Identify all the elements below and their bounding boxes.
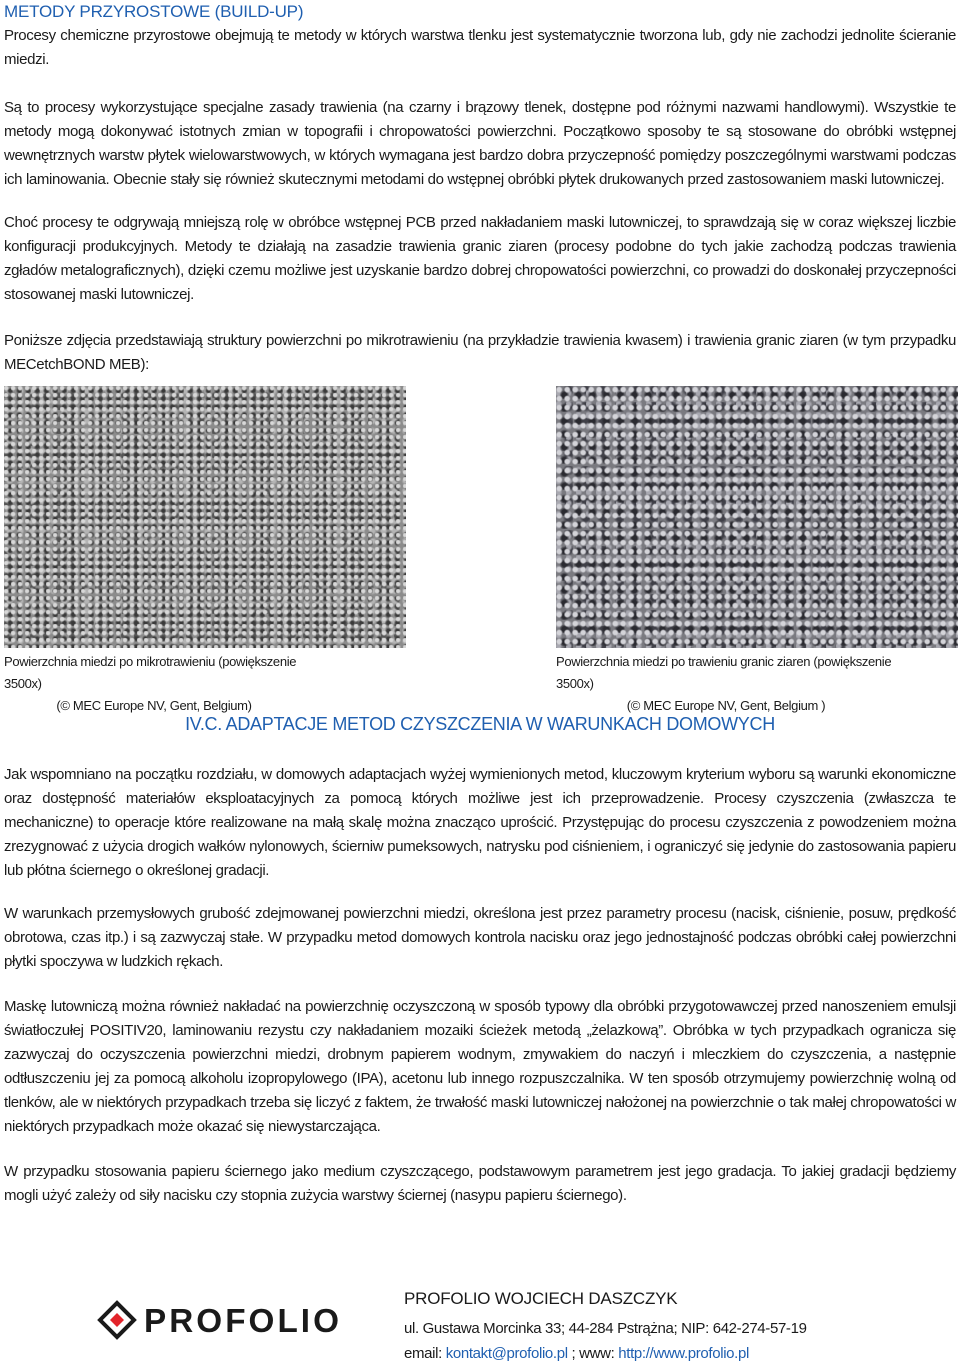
email-link[interactable]: kontakt@profolio.pl	[445, 1345, 568, 1362]
microetch-surface-photo	[4, 386, 406, 648]
logo-wordmark: PROFOLIO	[144, 1302, 342, 1339]
logo-mark-icon	[100, 1303, 134, 1337]
logo-diamond-core	[110, 1313, 124, 1327]
figure-caption-1-line1: Powierzchnia miedzi po mikrotrawieniu (powiększenie 3500x)	[4, 654, 297, 691]
paragraph-industrial-conditions: W warunkach przemysłowych grubość zdejmowanej powierzchni miedzi, określona jest przez parametry procesu (nacisk, ciśnienie, posuw, prędkość obrotowa, czas itp.) i są zazwyczaj stałe. W przypadku metod domowych kontrola nacisku oraz jego jednostajność podczas obróbki całej powierzchni płytki spoczywa w ludzkich rękach.	[4, 905, 956, 970]
website-link[interactable]: http://www.profolio.pl	[618, 1345, 749, 1362]
paragraph-photos-intro: Poniższe zdjęcia przedstawiają struktury powierzchni po mikrotrawieniu (na przykładzie trawienia kwasem) i trawienia granic ziaren (w tym przypadku MECetchBOND MEB):	[4, 332, 956, 373]
paragraph-solder-mask: Maskę lutowniczą można również nakładać na powierzchnię oczyszczoną w sposób typowy dla obróbki przygotowawczej przed nanoszeniem emulsji światłoczułej POSITIV20, laminowaniu rezystu czy nakładaniem mozaiki ścieżek metodą „żelazkową”. Obróbka w tych przypadkach ogranicza się zazwyczaj do oczyszczenia powierzchni miedzi, drobnym papierem wodnym, zmywakiem do naczyń i mleczkiem do czyszczenia, a następnie odtłuszczeniu jej za pomocą alkoholu izopropylowego (IPA), acetonu lub innego rozpuszczalnika. W ten sposób otrzymujemy powierzchnię wolną od tlenków, ale w niektórych przypadkach trzeba się liczyć z faktem, że trwałość maski lutowniczej nałożonej na powierzchnie o tak małej chropowatości w niektórych przypadkach może okazać się niewystarczająca.	[4, 998, 956, 1135]
paragraph-intro: Procesy chemiczne przyrostowe obejmują te metody w których warstwa tlenku jest systematycznie tworzona lub, gdy nie zachodzi jednolite ścieranie miedzi.	[4, 27, 956, 68]
paragraph-sandpaper: W przypadku stosowania papieru ściernego jako medium czyszczącego, podstawowym parametrem jest jego gradacja. To jakiej gradacji będziemy mogli użyć zależy od siły nacisku czy stopnia zużycia warstwy ściernej (nasypu papieru ściernego).	[4, 1163, 956, 1204]
email-label: email:	[404, 1345, 446, 1362]
figure-caption-1	[4, 651, 304, 717]
figure-caption-2-credit: (© MEC Europe NV, Gent, Belgium )	[626, 698, 826, 713]
figure-caption-2-line1: Powierzchnia miedzi po trawieniu granic ziaren (powiększenie 3500x)	[556, 654, 892, 691]
chapter-title: IV.C. ADAPTACJE METOD CZYSZCZENIA W WARUNKACH DOMOWYCH	[185, 714, 775, 734]
www-separator: ; www:	[567, 1345, 619, 1362]
contact-line	[404, 1345, 749, 1362]
paragraph-etching-processes: Są to procesy wykorzystujące specjalne zasady trawienia (na czarny i brązowy tlenek, dostępne pod różnymi nazwami handlowymi). Wszystkie te metody mogą dokonywać istotnych zmian w topografii i chropowatości powierzchni. Początkowo sposoby te są stosowane do obróbki wstępnej wewnętrznych warstw płytek wielowarstwowych, w których wymagana jest bardzo dobra przyczepność pomiędzy poszczególnymi warstwami podczas ich laminowania. Obecnie stały się również skutecznymi metodami do wstępnej obróbki płytek drukowanych przed zastosowaniem maski lutowniczej.	[4, 99, 956, 188]
figure-caption-2	[556, 651, 896, 717]
grain-boundary-surface-photo	[556, 386, 958, 648]
paragraph-grain-boundary: Choć procesy te odgrywają mniejszą rolę w obróbce wstępnej PCB przed nakładaniem maski lutowniczej, to sprawdzają się w coraz większej liczbie konfiguracji produkcyjnych. Metody te działają na zasadzie trawienia granic ziaren (procesy podobne do tych jakie zachodzą podczas trawienia zgładów metalograficznych), dzięki czemu możliwe jest uzyskanie bardzo dobrej chropowatości powierzchni, co prowadzi do doskonałej przyczepności stosowanej maski lutowniczej.	[4, 214, 956, 303]
figure-caption-1-credit: (© MEC Europe NV, Gent, Belgium)	[56, 698, 252, 713]
paragraph-home-adaptations: Jak wspomniano na początku rozdziału, w domowych adaptacjach wyżej wymienionych metod, kluczowym kryterium wyboru są warunki ekonomiczne oraz dostępność materiałów eksploatacyjnych za pomocą których możliwe jest ich przeprowadzenie. Procesy czyszczenia (zwłaszcza te mechaniczne) to operacje które realizowane na małą skalę można znacząco uprościć. Przystępując do procesu czyszczenia z powodzeniem można zrezygnować z użycia drogich wałków nylonowych, ścierniw pumeksowych, natrysku pod ciśnieniem, i ograniczyć się jedynie do zastosowania papieru lub płótna ściernego o określonej gradacji.	[4, 766, 956, 879]
company-name: PROFOLIO WOJCIECH DASZCZYK	[404, 1289, 678, 1308]
section-title: METODY PRZYROSTOWE (BUILD-UP)	[4, 2, 304, 21]
company-address: ul. Gustawa Morcinka 33; 44-284 Pstrążna; NIP: 642-274-57-19	[404, 1320, 807, 1337]
profolio-logo	[96, 1299, 346, 1341]
